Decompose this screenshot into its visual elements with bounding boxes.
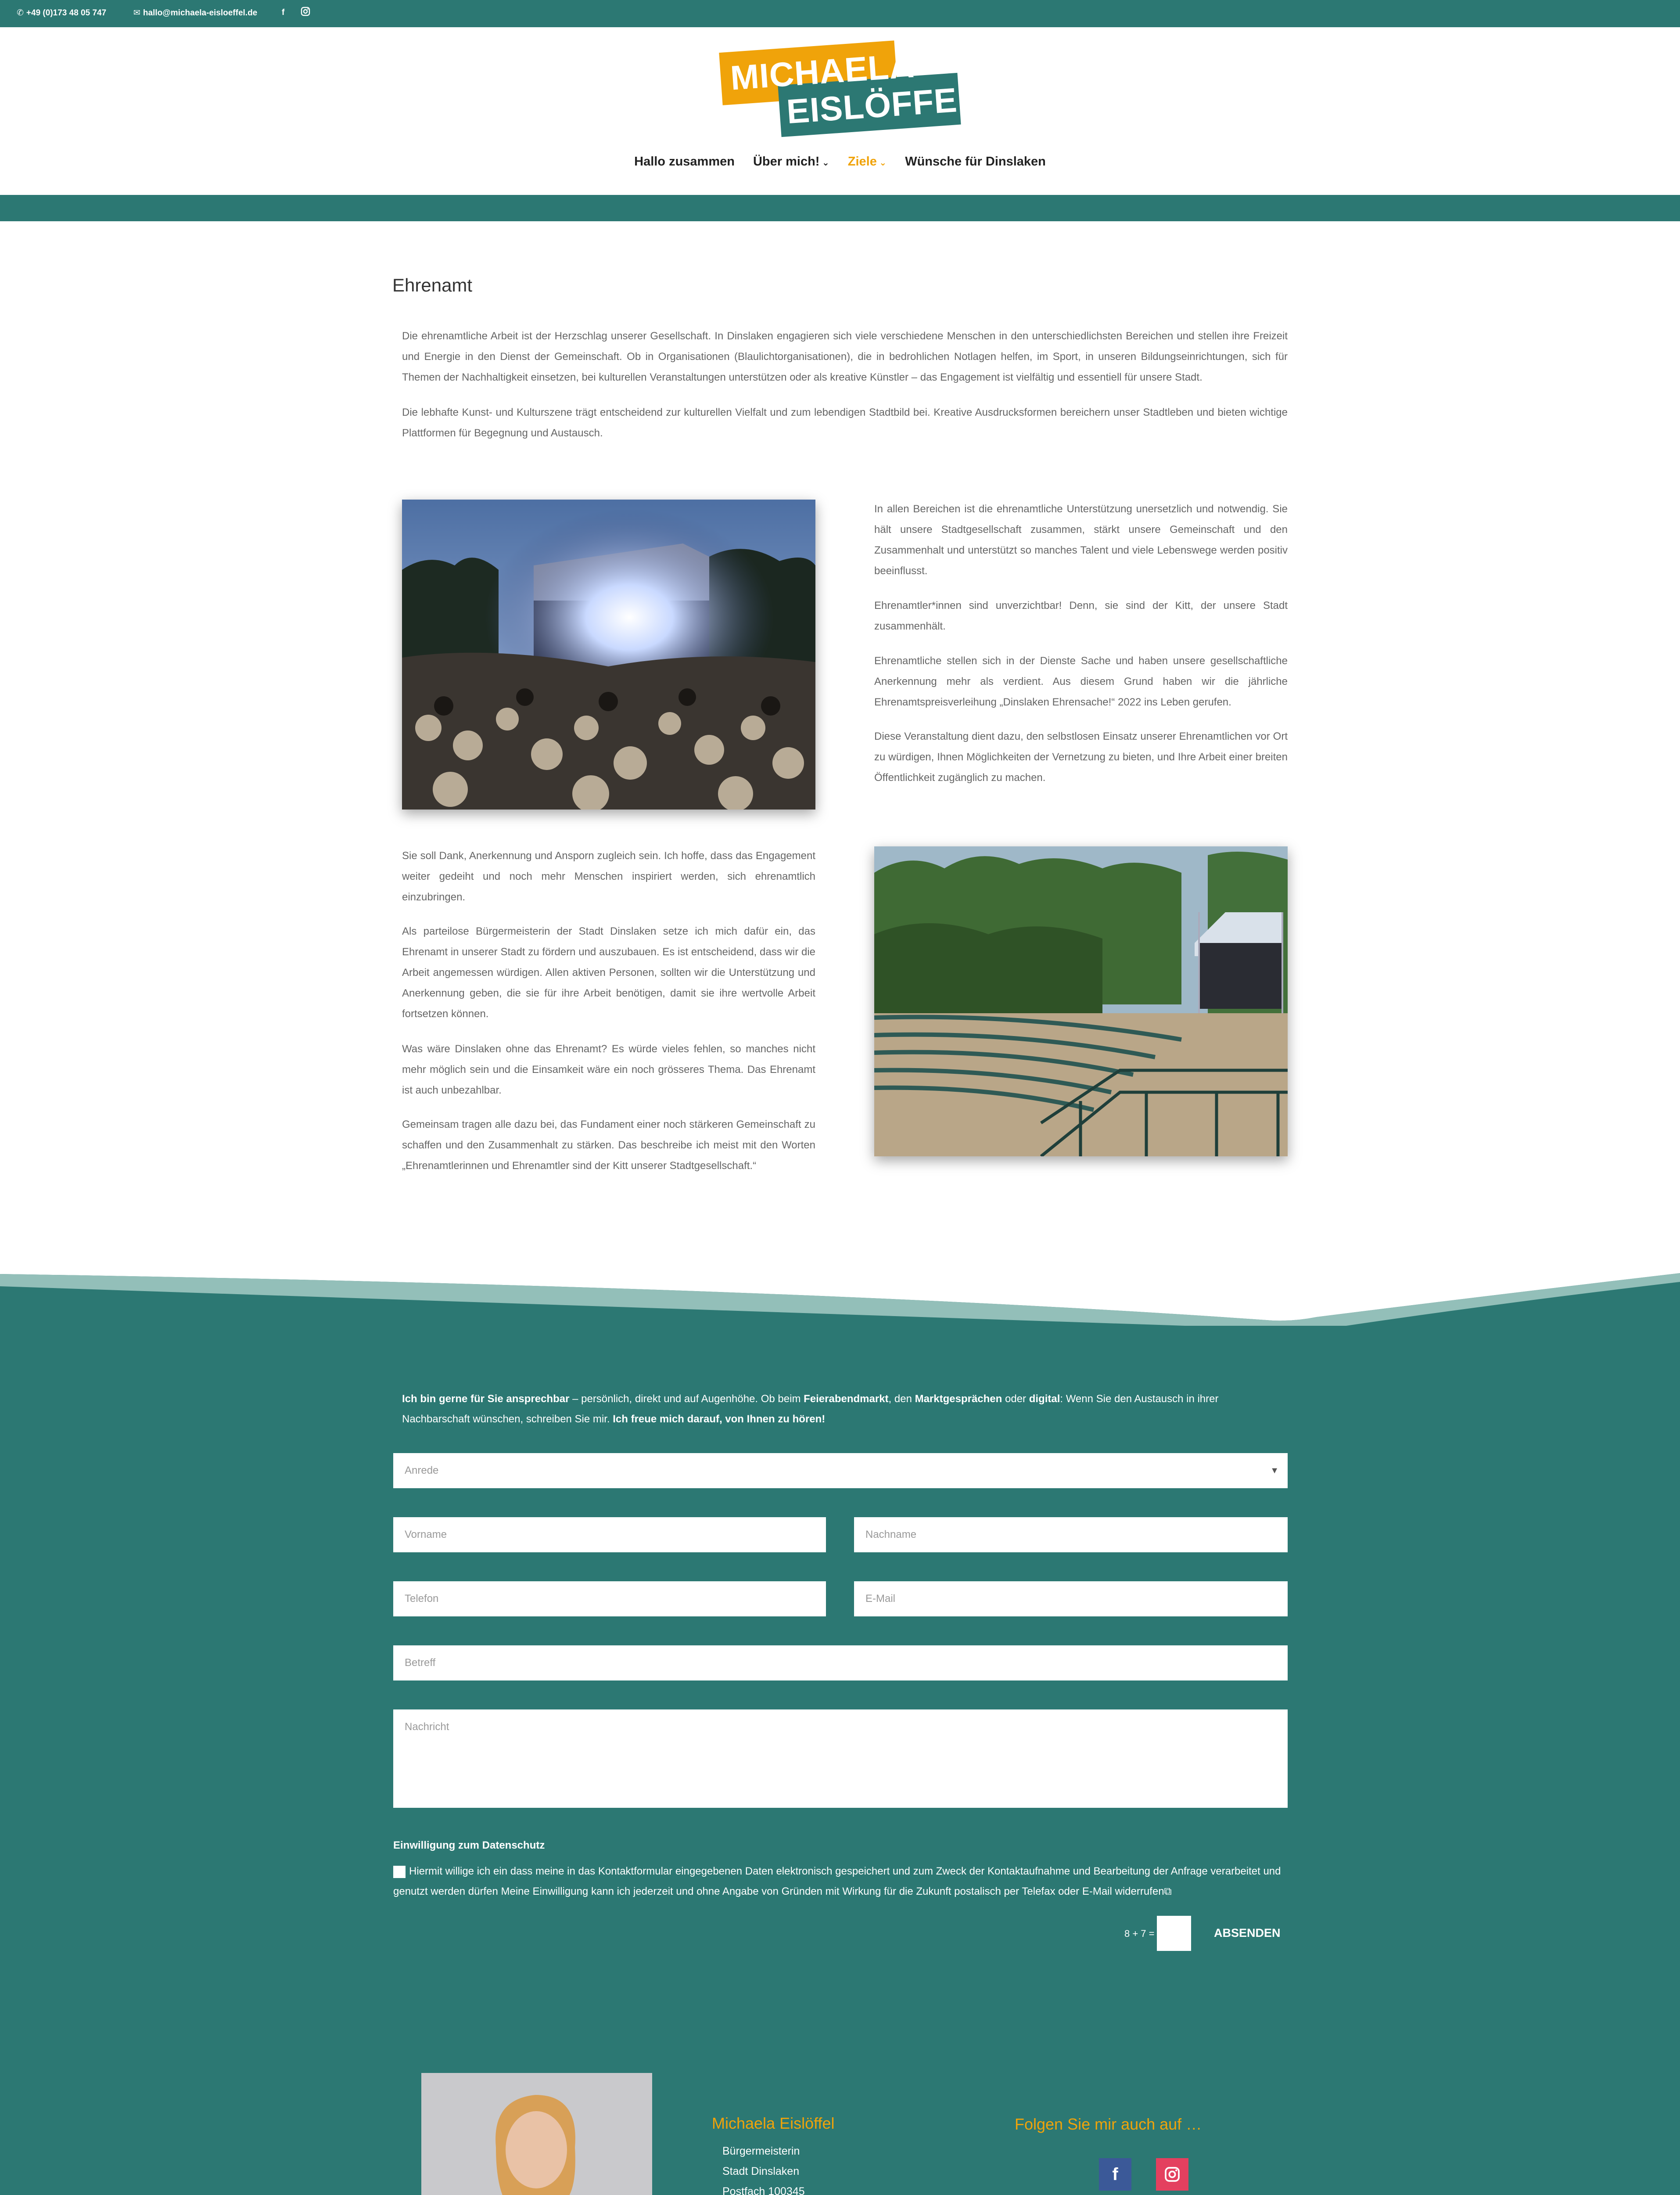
consent-text: Hiermit willige ich ein dass meine in das Kontaktformular eingegebenen Daten elektronisch gespeichert und zum Zweck der Kontaktaufnahme und Bearbeitung der Anfrage verarbeitet und genutzt werden dürfen Meine Einwilligung kann ich jederzeit und ohne Angabe von Gründen mit Wirkung für die Zukunft postalisch per Telefax oder E-Mail widerrufen⧉ xyxy=(393,1865,1281,1897)
chevron-down-icon: ⌄ xyxy=(876,158,887,168)
left-paragraph-3: Was wäre Dinslaken ohne das Ehrenamt? Es würde vieles fehlen, so manches nicht mehr möglich sein und die Einsamkeit wäre ein noch grösseres Thema. Das Ehrenamt ist auch unbezahlbar. xyxy=(402,1043,815,1096)
right-paragraph-2: Ehrenamtler*innen sind unverzichtbar! Denn, sie sind der Kitt, der unsere Stadt zusammenhält. xyxy=(874,600,1288,632)
right-paragraph-1: In allen Bereichen ist die ehrenamtliche Unterstützung unersetzlich und notwendig. Sie hält unsere Stadtgesellschaft zusammen, stärkt unsere Gemeinschaft und den Zusammenhalt und unterstützt so manches Talent und viele Lebenswege werden positiv beeinflusst. xyxy=(874,503,1288,577)
left-paragraph-4: Gemeinsam tragen alle dazu bei, das Fundament einer noch stärkeren Gemeinschaft zu schaffen und den Zusammenhalt zu stärken. Das beschreibe ich meist mit den Worten „Ehrenamtlerinnen und Ehrenamtler sind der Kitt unserer Stadtgesellschaft.“ xyxy=(402,1119,815,1172)
facebook-icon[interactable]: f xyxy=(1099,2158,1131,2191)
footer-name: Michaela Eislöffel xyxy=(712,2114,835,2132)
site-logo[interactable] xyxy=(721,42,980,143)
intro-paragraph-1: Die ehrenamtliche Arbeit ist der Herzschlag unserer Gesellschaft. In Dinslaken engagieren sich viele verschiedene Menschen in den unterschiedlichsten Bereichen und stellen ihre Freizeit und Energie in den Dienst der Gemeinschaft. Ob in Organisationen (Blaulichtorganisationen), die in bedrohlichen Notlagen helfen, im Sport, in unseren Bildungseinrichtungen, sich für Themen der Nachhaltigkeit einsetzen, bei kulturellen Veranstaltungen unterstützen oder als kreative Künstler – das Engagement ist vielfältig und essentiell für unsere Stadt. xyxy=(402,330,1288,383)
nav-item-ueber-mich[interactable]: Über mich! ⌄ xyxy=(753,155,829,169)
logo-line1: MICHAELA xyxy=(729,46,916,97)
footer-line-3: Postfach 100345 xyxy=(722,2185,805,2195)
intro-paragraph-2: Die lebhafte Kunst- und Kulturszene trägt entscheidend zur kulturellen Vielfalt und zum lebendigen Stadtbild bei. Kreative Ausdrucksformen bereichern unser Stadtleben und bieten wichtige Plattformen für Begegnung und Austausch. xyxy=(402,407,1288,439)
phone-icon: ✆ xyxy=(17,8,24,18)
right-paragraph-3: Ehrenamtliche stellen sich in der Dienste Sache und haben unsere gesellschaftliche Anerkennung mehr als verdient. Aus diesem Grund haben wir die jährliche Ehrenamtspreisverleihung „Dinslaken Ehrensache!“ 2022 ins Leben gerufen. xyxy=(874,655,1288,708)
betreff-field[interactable]: Betreff xyxy=(393,1645,1288,1680)
phone-link[interactable]: ✆ +49 (0)173 48 05 747 xyxy=(17,8,107,18)
email-field[interactable]: E-Mail xyxy=(854,1581,1288,1616)
contact-intro: Ich bin gerne für Sie ansprechbar – persönlich, direkt und auf Augenhöhe. Ob beim Feierabendmarkt, den Marktgesprächen oder digital: Wenn Sie den Austausch in ihrer Nachbarschaft wünschen, schreiben Sie mir. Ich freue mich darauf, von Ihnen zu hören! xyxy=(402,1393,1219,1425)
chevron-down-icon: ⌄ xyxy=(819,158,829,168)
email-link[interactable]: ✉ hallo@michaela-eisloeffel.de xyxy=(133,8,258,18)
page-title: Ehrenamt xyxy=(392,275,473,295)
nachname-field[interactable]: Nachname xyxy=(854,1517,1288,1552)
nav-item-ziele[interactable]: Ziele ⌄ xyxy=(847,155,887,169)
telefon-field[interactable]: Telefon xyxy=(393,1581,826,1616)
consent-title: Einwilligung zum Datenschutz xyxy=(393,1839,545,1851)
amphitheater-photo xyxy=(874,846,1288,1156)
vorname-field[interactable]: Vorname xyxy=(393,1517,826,1552)
footer-line-2: Stadt Dinslaken xyxy=(722,2165,800,2177)
footer-line-1: Bürgermeisterin xyxy=(722,2145,800,2157)
top-bar xyxy=(0,0,1680,27)
header-band xyxy=(0,195,1680,221)
nav-item-wuensche[interactable]: Wünsche für Dinslaken xyxy=(905,155,1046,169)
captcha-input[interactable] xyxy=(1157,1916,1191,1951)
social-title: Folgen Sie mir auch auf … xyxy=(1015,2115,1202,2133)
wave-divider xyxy=(0,1269,1680,1326)
concert-photo xyxy=(402,500,815,810)
left-paragraph-2: Als parteilose Bürgermeisterin der Stadt Dinslaken setze ich mich dafür ein, das Ehrenamt in unserer Stadt zu fördern und auszubauen. Es ist entscheidend, dass wir die Arbeit angemessen würdigen. Allen aktiven Personen, sollten wir die Unterstützung und Anerkennung geben, die sie für ihre Arbeit benötigen, damit sie ihre wertvolle Arbeit fortsetzen können. xyxy=(402,925,815,1020)
external-link-icon: ⧉ xyxy=(1164,1886,1172,1897)
instagram-icon[interactable] xyxy=(1156,2158,1188,2191)
left-paragraph-1: Sie soll Dank, Anerkennung und Ansporn zugleich sein. Ich hoffe, dass das Engagement weiter gedeiht und noch mehr Menschen inspiriert werden, sich ehrenamtlich einzubringen. xyxy=(402,850,815,903)
main-nav xyxy=(0,155,1680,169)
nav-item-hallo[interactable]: Hallo zusammen xyxy=(634,155,735,169)
right-paragraph-4: Diese Veranstaltung dient dazu, den selbstlosen Einsatz unserer Ehrenamtlichen vor Ort zu würdigen, Ihnen Möglichkeiten der Vernetzung zu bieten, und Ihre Arbeit einer breiten Öffentlichkeit zugänglich zu machen. xyxy=(874,730,1288,784)
anrede-select[interactable]: Anrede ▼ xyxy=(393,1453,1288,1488)
portrait-photo xyxy=(421,2073,652,2195)
logo-line2: EISLÖFFEL xyxy=(785,79,980,131)
nachricht-textarea[interactable]: Nachricht xyxy=(393,1709,1288,1808)
captcha-label: 8 + 7 = xyxy=(1124,1928,1155,1939)
submit-button[interactable]: ABSENDEN xyxy=(1214,1926,1281,1940)
caret-down-icon: ▼ xyxy=(1270,1465,1279,1475)
facebook-icon[interactable]: f xyxy=(282,8,285,17)
mail-icon: ✉ xyxy=(133,8,140,18)
instagram-icon[interactable] xyxy=(300,6,311,17)
